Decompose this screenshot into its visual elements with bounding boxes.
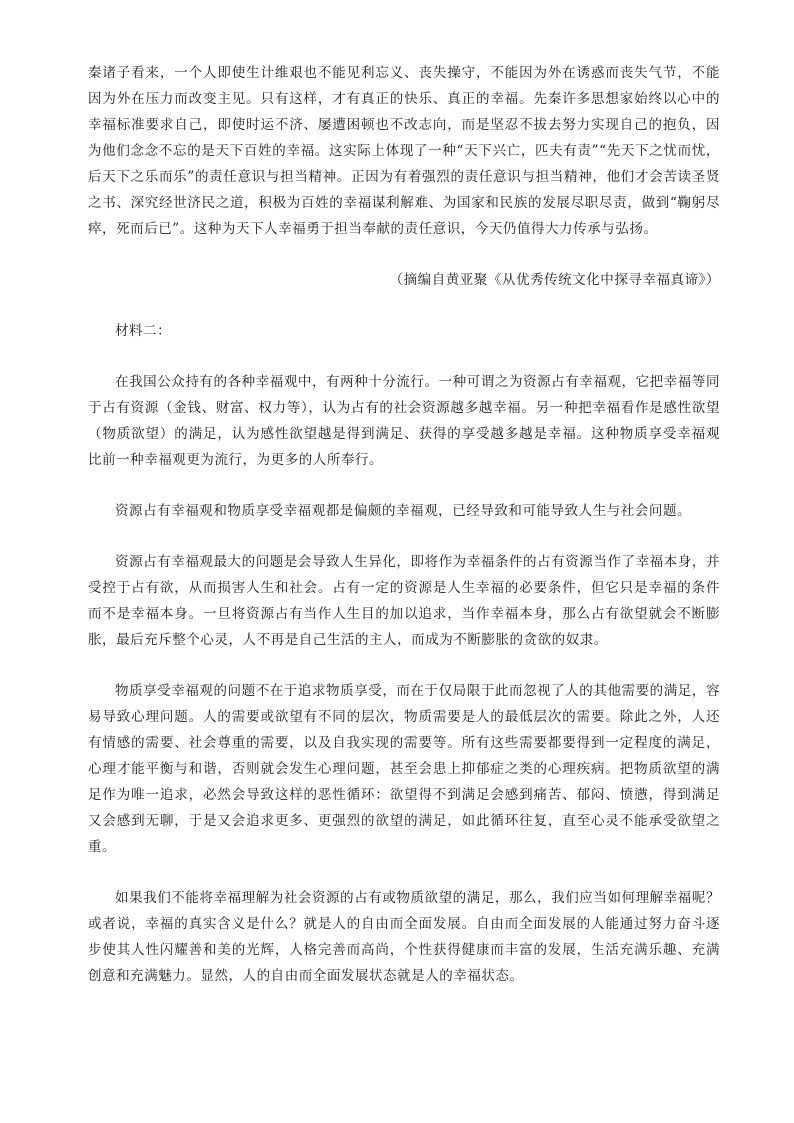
material-two-label: 材料二： — [115, 323, 172, 339]
paragraph-happiness-views: 在我国公众持有的各种幸福观中，有两种十分流行。一种可谓之为资源占有幸福观，它把幸福等同于占有资源（金钱、财富、权力等），认为占有的社会资源越多越幸福。另一种把幸福看作是感性欲望（物质欲望）的满足，认为感性欲望越是得到满足、获得的享受越多越是幸福。这种物质享受幸福观比前一种幸福观更为流行，为更多的人所奉行。 — [88, 374, 720, 468]
paragraph-material-enjoyment: 物质享受幸福观的问题不在于追求物质享受，而在于仅局限于此而忽视了人的其他需要的满足，容易导致心理问题。人的需要或欲望有不同的层次，物质需要是人的最低层次的需要。除此之外，人还有情感的需要、社会尊重的需要，以及自我实现的需要等。所有这些需要都要得到一定程度的满足，心理才能平衡与和谐，否则就会发生心理问题，甚至会患上抑郁症之类的心理疾病。把物质欲望的满足作为唯一追求，必然会导致这样的恶性循环：欲望得不到满足会感到痛苦、郁闷、愤懑，得到满足又会感到无聊，于是又会追求更多、更强烈的欲望的满足，如此循环往复，直至心灵不能承受欲望之重。 — [88, 683, 720, 855]
paragraph-biased-views: 资源占有幸福观和物质享受幸福观都是偏颇的幸福观，已经导致和可能导致人生与社会问题。 — [115, 503, 692, 519]
paragraph-resource-possession: 资源占有幸福观最大的问题是会导致人生异化，即将作为幸福条件的占有资源当作了幸福本身，并受控于占有欲，从而损害人生和社会。占有一定的资源是人生幸福的必要条件，但它只是幸福的条件而不是幸福本身。一旦将资源占有当作人生目的加以追求，当作幸福本身，那么占有欲望就会不断膨胀，最后充斥整个心灵，人不再是自己生活的主人，而成为不断膨胀的贪欲的奴隶。 — [88, 554, 720, 648]
paragraph-true-meaning: 如果我们不能将幸福理解为社会资源的占有或物质欲望的满足，那么，我们应当如何理解幸福呢？或者说，幸福的真实含义是什么？就是人的自由而全面发展。自由而全面发展的人能通过努力奋斗逐步使其人性闪耀善和美的光辉，人格完善而高尚，个性获得健康而丰富的发展，生活充满乐趣、充满创意和充满魅力。显然，人的自由而全面发展状态就是人的幸福状态。 — [88, 890, 720, 984]
document-page — [88, 60, 720, 989]
source-citation: （摘编自黄亚聚《从优秀传统文化中探寻幸福真谛》） — [389, 272, 720, 288]
material-one-paragraph: 秦诸子看来，一个人即使生计维艰也不能见利忘义、丧失操守，不能因为外在诱惑而丧失气节，不能因为外在压力而改变主见。只有这样，才有真正的快乐、真正的幸福。先秦许多思想家始终以心中的幸福标准要求自己，即使时运不济、屡遭困顿也不改志向，而是坚忍不拔去努力实现自己的抱负，因为他们念念不忘的是天下百姓的幸福。这实际上体现了一种“天下兴亡，匹夫有责”“先天下之忧而忧，后天下之乐而乐”的责任意识与担当精神。正因为有着强烈的责任意识与担当精神，他们才会苦读圣贤之书、深究经世济民之道，积极为百姓的幸福谋利解难、为国家和民族的发展尽职尽责，做到“鞠躬尽瘁，死而后已”。这种为天下人幸福勇于担当奉献的责任意识，今天仍值得大力传承与弘扬。 — [88, 65, 720, 237]
